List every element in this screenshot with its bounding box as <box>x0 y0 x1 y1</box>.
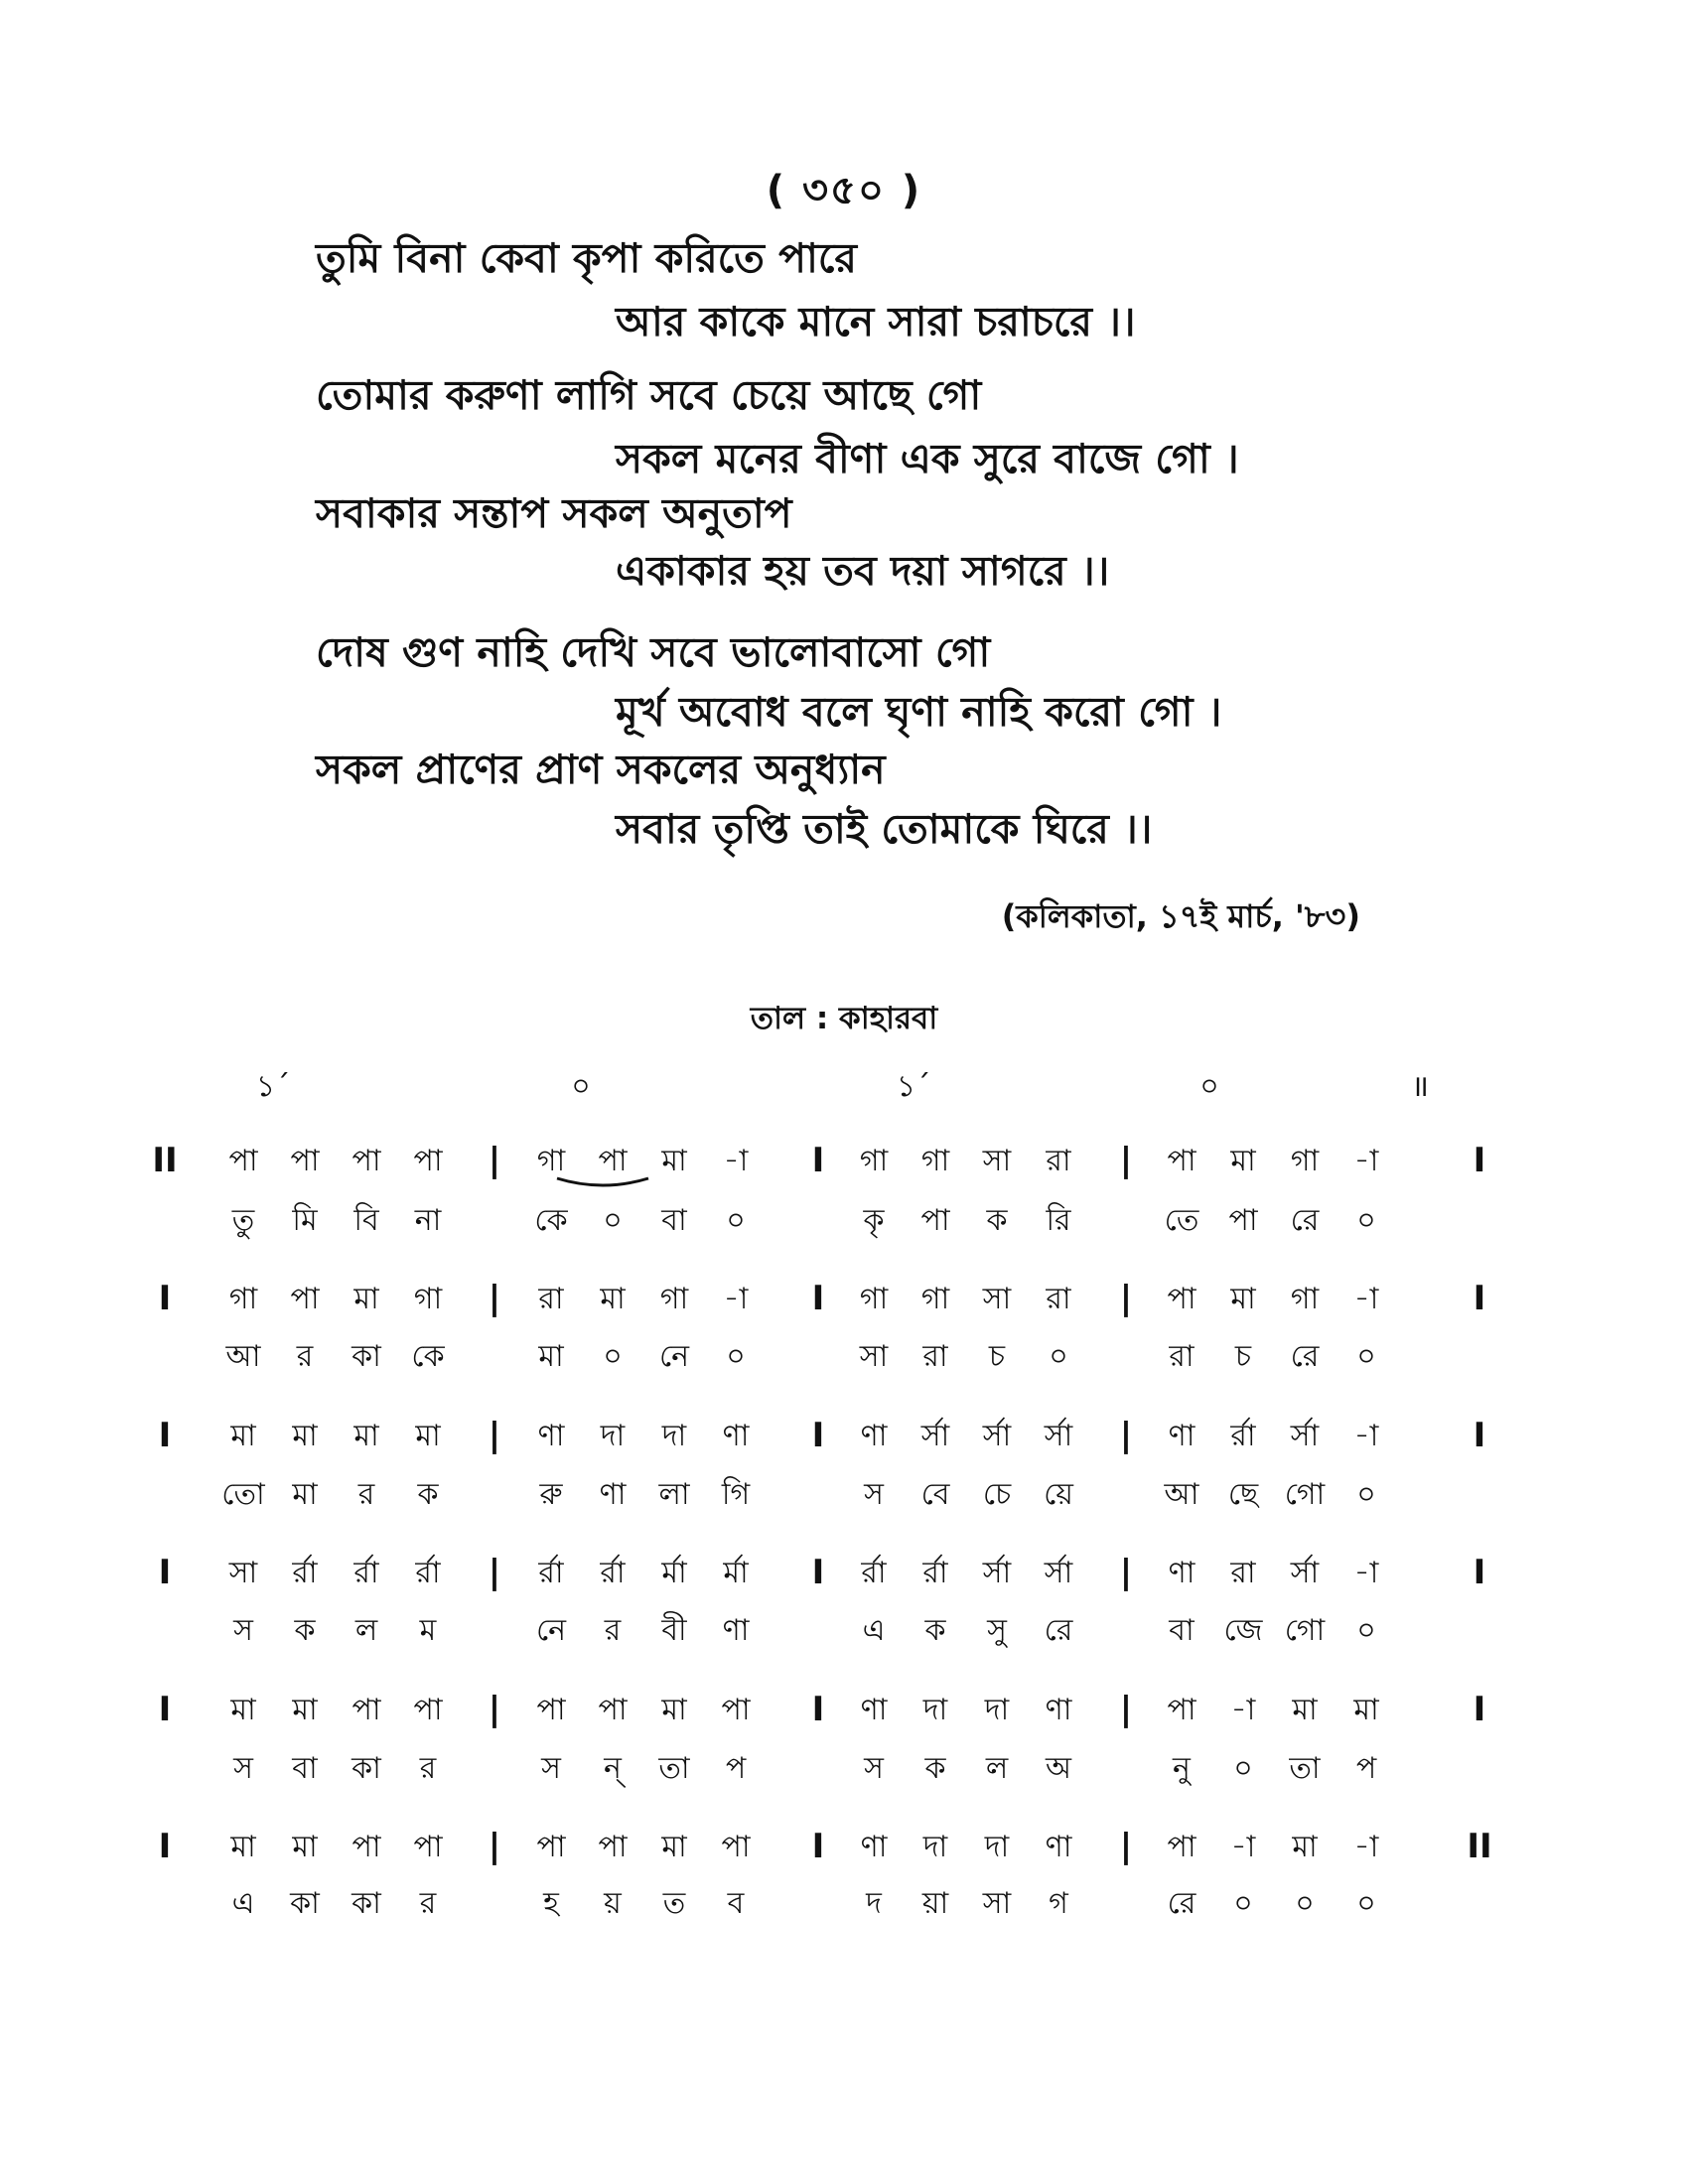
lyric-syllable: নু <box>1173 1751 1191 1786</box>
lyric-syllable: প <box>725 1751 747 1786</box>
swara-note: ণা <box>1045 1830 1072 1864</box>
bar-line: I <box>811 1690 825 1729</box>
swara-note: -া <box>1353 1419 1379 1453</box>
swara-note: গা <box>1290 1144 1320 1178</box>
bar-line: | <box>1119 1416 1133 1455</box>
lyric-syllable: য় <box>604 1886 622 1921</box>
swara-note: র্রা <box>353 1556 379 1590</box>
lyric-syllable: পা <box>920 1203 950 1238</box>
swara-note: মা <box>1230 1282 1256 1316</box>
lyric-syllable: প <box>1355 1751 1377 1786</box>
lyric-syllable: তে <box>1164 1203 1199 1238</box>
lyric-syllable: স <box>233 1751 253 1786</box>
poem-line: দোষ গুণ নাহি দেখি সবে ভালোবাসো গো <box>316 628 991 676</box>
swara-note: র্মা <box>723 1556 749 1590</box>
lyric-syllable: গো <box>1284 1477 1326 1512</box>
lyric-syllable: সা <box>982 1886 1012 1921</box>
swara-note: মা <box>353 1419 379 1453</box>
lyric-syllable: চ <box>1234 1339 1252 1374</box>
swara-note: ণা <box>1045 1693 1072 1727</box>
swara-note: পা <box>536 1830 566 1864</box>
swara-note: পা <box>228 1144 258 1178</box>
lyric-syllable: স <box>233 1613 253 1648</box>
lyric-syllable: কে <box>411 1339 445 1374</box>
row-end-bar: I <box>1473 1279 1486 1318</box>
lyric-syllable: মা <box>292 1477 318 1512</box>
lyric-syllable: আ <box>225 1339 261 1374</box>
lyric-syllable: ক <box>986 1203 1008 1238</box>
lyric-syllable: র <box>604 1613 622 1648</box>
lyric-syllable: রে <box>1290 1203 1320 1238</box>
swara-note: ণা <box>537 1419 565 1453</box>
swara-note: র্সা <box>1044 1556 1073 1590</box>
lyric-syllable: কৃ <box>863 1203 885 1238</box>
lyric-syllable: র <box>419 1886 437 1921</box>
row-start-bar: I <box>158 1279 172 1318</box>
swara-note: -া <box>1230 1693 1256 1727</box>
lyric-syllable: রে <box>1167 1886 1196 1921</box>
lyric-syllable: ক <box>924 1751 946 1786</box>
swara-note: মা <box>600 1282 626 1316</box>
lyric-syllable: এ <box>862 1613 886 1648</box>
swara-note: র্সা <box>1290 1419 1320 1453</box>
swara-note: মা <box>1353 1693 1379 1727</box>
swara-note: ণা <box>860 1830 888 1864</box>
bar-line: I <box>811 1279 825 1318</box>
swara-note: র্রা <box>415 1556 441 1590</box>
swara-note: র্সা <box>1290 1556 1320 1590</box>
swara-note: মা <box>415 1419 441 1453</box>
lyric-syllable: র <box>357 1477 375 1512</box>
lyric-syllable: ত <box>662 1886 686 1921</box>
lyric-syllable: হ <box>543 1886 559 1921</box>
lyric-syllable: ল <box>354 1613 378 1648</box>
poem-line: তুমি বিনা কেবা কৃপা করিতে পারে <box>316 234 857 282</box>
swara-note: মা <box>230 1830 256 1864</box>
lyric-syllable: ০ <box>1233 1886 1253 1921</box>
poem-line: সকল মনের বীণা এক সুরে বাজে গো । <box>616 435 1239 482</box>
lyric-syllable: বা <box>1169 1613 1195 1648</box>
bar-line: | <box>1119 1553 1133 1592</box>
tala-title: তাল : কাহারবা <box>750 1001 938 1036</box>
swara-note: পা <box>598 1830 628 1864</box>
place-date: (কলিকাতা, ১৭ই মার্চ, '৮৩) <box>1001 897 1360 935</box>
lyric-syllable: ০ <box>726 1339 746 1374</box>
lyric-syllable: গো <box>1284 1613 1326 1648</box>
lyric-syllable: বা <box>661 1203 687 1238</box>
bar-line: | <box>1119 1279 1133 1318</box>
slur-mark <box>553 1174 652 1192</box>
swara-note: দা <box>661 1419 687 1453</box>
swara-note: পা <box>413 1830 443 1864</box>
swara-note: মা <box>1292 1830 1318 1864</box>
lyric-syllable: ল <box>985 1751 1009 1786</box>
lyric-syllable: ০ <box>1356 1339 1376 1374</box>
lyric-syllable: লা <box>658 1477 690 1512</box>
lyric-syllable: সা <box>859 1339 889 1374</box>
lyric-syllable: তা <box>658 1751 690 1786</box>
lyric-syllable: চে <box>982 1477 1012 1512</box>
row-end-bar: I <box>1473 1553 1486 1592</box>
lyric-syllable: তা <box>1289 1751 1321 1786</box>
poem-line: একাকার হয় তব দয়া সাগরে ।। <box>616 547 1110 595</box>
lyric-syllable: বে <box>920 1477 950 1512</box>
swara-note: মা <box>661 1693 687 1727</box>
swara-note: মা <box>1292 1693 1318 1727</box>
poem-line: সবাকার সন্তাপ সকল অনুতাপ <box>316 489 792 537</box>
lyric-syllable: দ <box>866 1886 882 1921</box>
lyric-syllable: পা <box>1228 1203 1258 1238</box>
swara-note: সা <box>228 1556 258 1590</box>
lyric-syllable: ণা <box>722 1613 750 1648</box>
bar-line: | <box>488 1279 501 1318</box>
bar-line: | <box>488 1553 501 1592</box>
swara-note: র্সা <box>920 1419 950 1453</box>
lyric-syllable: বি <box>353 1203 379 1238</box>
lyric-syllable: গ <box>1049 1886 1068 1921</box>
swara-note: মা <box>292 1830 318 1864</box>
swara-note: পা <box>413 1693 443 1727</box>
swara-note: রা <box>1230 1556 1256 1590</box>
lyric-syllable: বী <box>661 1613 687 1648</box>
lyric-syllable: ক <box>924 1613 946 1648</box>
lyric-syllable: রে <box>1044 1613 1073 1648</box>
bar-line: | <box>488 1141 501 1180</box>
swara-note: -া <box>1353 1144 1379 1178</box>
swara-note: পা <box>1167 1144 1196 1178</box>
swara-note: র্রা <box>538 1556 564 1590</box>
swara-note: মা <box>661 1830 687 1864</box>
swara-note: মা <box>661 1144 687 1178</box>
swara-note: র্রা <box>1230 1419 1256 1453</box>
lyric-syllable: ০ <box>1356 1203 1376 1238</box>
swara-note: র্মা <box>661 1556 687 1590</box>
lyric-syllable: ০ <box>1356 1613 1376 1648</box>
lyric-syllable: য়া <box>921 1886 949 1921</box>
swara-note: -া <box>1353 1282 1379 1316</box>
swara-note: মা <box>292 1693 318 1727</box>
lyric-syllable: রা <box>922 1339 948 1374</box>
bar-line: | <box>1119 1141 1133 1180</box>
lyric-syllable: কে <box>534 1203 568 1238</box>
lyric-syllable: ম <box>419 1613 437 1648</box>
swara-note: পা <box>352 1693 381 1727</box>
bar-line: | <box>1119 1690 1133 1729</box>
bar-line: I <box>811 1827 825 1866</box>
lyric-syllable: কা <box>290 1886 320 1921</box>
swara-note: ণা <box>860 1419 888 1453</box>
lyric-syllable: ০ <box>1356 1886 1376 1921</box>
swara-note: -া <box>723 1144 749 1178</box>
swara-note: পা <box>598 1693 628 1727</box>
swara-note: র্সা <box>982 1556 1012 1590</box>
lyric-syllable: এ <box>231 1886 255 1921</box>
swara-note: পা <box>352 1830 381 1864</box>
swara-note: -া <box>1353 1556 1379 1590</box>
lyric-syllable: ০ <box>1233 1751 1253 1786</box>
swara-note: গা <box>228 1282 258 1316</box>
lyric-syllable: য়ে <box>1044 1477 1073 1512</box>
lyric-syllable: কা <box>352 1339 381 1374</box>
lyric-syllable: রা <box>1169 1339 1195 1374</box>
lyric-syllable: স <box>541 1751 561 1786</box>
lyric-syllable: গি <box>721 1477 751 1512</box>
lyric-syllable: র <box>419 1751 437 1786</box>
swara-note: র্রা <box>861 1556 887 1590</box>
swara-note: সা <box>982 1282 1012 1316</box>
lyric-syllable: ০ <box>1295 1886 1315 1921</box>
swara-note: গা <box>659 1282 689 1316</box>
lyric-syllable: মি <box>292 1203 318 1238</box>
bar-line: | <box>488 1416 501 1455</box>
lyric-syllable: ক <box>417 1477 439 1512</box>
swara-note: রা <box>1046 1282 1071 1316</box>
lyric-syllable: ০ <box>603 1203 623 1238</box>
swara-note: সা <box>982 1144 1012 1178</box>
swara-note: মা <box>1230 1144 1256 1178</box>
beat-marker: ১´ <box>896 1069 931 1104</box>
lyric-syllable: রু <box>539 1477 563 1512</box>
bar-line: I <box>811 1553 825 1592</box>
lyric-syllable: সু <box>987 1613 1007 1648</box>
bar-line: I <box>811 1416 825 1455</box>
row-start-bar: I <box>158 1690 172 1729</box>
swara-note: পা <box>598 1144 628 1178</box>
lyric-syllable: ০ <box>1049 1339 1068 1374</box>
beat-marker: ॥ <box>1411 1069 1429 1104</box>
beat-marker: ০ <box>1199 1069 1219 1104</box>
swara-note: র্সা <box>982 1419 1012 1453</box>
lyric-syllable: ০ <box>726 1203 746 1238</box>
lyric-syllable: ন্ <box>604 1751 622 1786</box>
lyric-syllable: ক <box>294 1613 316 1648</box>
swara-note: -া <box>1230 1830 1256 1864</box>
swara-note: রা <box>1046 1144 1071 1178</box>
lyric-syllable: ণা <box>599 1477 627 1512</box>
swara-note: দা <box>984 1693 1010 1727</box>
row-start-bar: I <box>158 1416 172 1455</box>
beat-marker: ০ <box>571 1069 591 1104</box>
swara-note: মা <box>353 1282 379 1316</box>
row-start-bar: II <box>152 1141 178 1180</box>
lyric-syllable: ছে <box>1227 1477 1259 1512</box>
swara-note: পা <box>1167 1282 1196 1316</box>
lyric-syllable: বা <box>292 1751 318 1786</box>
swara-note: পা <box>352 1144 381 1178</box>
swara-note: পা <box>290 1144 320 1178</box>
swara-note: মা <box>230 1693 256 1727</box>
swara-note: দা <box>600 1419 626 1453</box>
swara-note: পা <box>536 1693 566 1727</box>
lyric-syllable: তো <box>221 1477 265 1512</box>
swara-note: মা <box>230 1419 256 1453</box>
lyric-syllable: কা <box>352 1886 381 1921</box>
lyric-syllable: স <box>864 1477 884 1512</box>
swara-note: গা <box>920 1282 950 1316</box>
swara-note: র্রা <box>922 1556 948 1590</box>
row-end-bar: I <box>1473 1141 1486 1180</box>
swara-note: মা <box>292 1419 318 1453</box>
bar-line: | <box>488 1827 501 1866</box>
lyric-syllable: নে <box>535 1613 567 1648</box>
swara-note: -া <box>723 1282 749 1316</box>
lyric-syllable: ০ <box>1356 1477 1376 1512</box>
swara-note: গা <box>1290 1282 1320 1316</box>
lyric-syllable: স <box>864 1751 884 1786</box>
lyric-syllable: অ <box>1046 1751 1071 1786</box>
beat-marker: ১´ <box>255 1069 291 1104</box>
swara-note: পা <box>721 1693 751 1727</box>
swara-note: গা <box>413 1282 443 1316</box>
swara-note: পা <box>1167 1693 1196 1727</box>
swara-note: পা <box>413 1144 443 1178</box>
poem-line: আর কাকে মানে সারা চরাচরে ।। <box>616 298 1136 345</box>
swara-note: র্সা <box>1044 1419 1073 1453</box>
lyric-syllable: নে <box>658 1339 690 1374</box>
row-start-bar: I <box>158 1827 172 1866</box>
swara-note: পা <box>721 1830 751 1864</box>
lyric-syllable: র <box>296 1339 314 1374</box>
poem-line: সকল প্রাণের প্রাণ সকলের অনুধ্যান <box>316 746 886 793</box>
poem-line: মূর্খ অবোধ বলে ঘৃণা নাহি করো গো । <box>616 688 1222 736</box>
bar-line: | <box>488 1690 501 1729</box>
lyric-syllable: তু <box>231 1203 255 1238</box>
swara-note: পা <box>1167 1830 1196 1864</box>
swara-note: র্রা <box>600 1556 626 1590</box>
lyric-syllable: রি <box>1046 1203 1071 1238</box>
swara-note: র্রা <box>292 1556 318 1590</box>
bar-line: I <box>811 1141 825 1180</box>
swara-note: গা <box>859 1282 889 1316</box>
lyric-syllable: মা <box>538 1339 564 1374</box>
row-end-bar: I <box>1473 1416 1486 1455</box>
poem-line: সবার তৃপ্তি তাই তোমাকে ঘিরে ।। <box>616 805 1153 853</box>
swara-note: ণা <box>1168 1556 1196 1590</box>
swara-note: গা <box>859 1144 889 1178</box>
swara-note: দা <box>922 1693 948 1727</box>
swara-note: রা <box>538 1282 564 1316</box>
lyric-syllable: রে <box>1290 1339 1320 1374</box>
lyric-syllable: ব <box>727 1886 745 1921</box>
lyric-syllable: ০ <box>603 1339 623 1374</box>
lyric-syllable: জে <box>1223 1613 1263 1648</box>
swara-note: ণা <box>722 1419 750 1453</box>
swara-note: ণা <box>1168 1419 1196 1453</box>
row-end-bar: I <box>1473 1690 1486 1729</box>
swara-note: গা <box>920 1144 950 1178</box>
row-end-bar: II <box>1467 1827 1492 1866</box>
bar-line: | <box>1119 1827 1133 1866</box>
swara-note: ণা <box>860 1693 888 1727</box>
lyric-syllable: না <box>414 1203 442 1238</box>
swara-note: পা <box>290 1282 320 1316</box>
swara-note: -া <box>1353 1830 1379 1864</box>
poem-line: তোমার করুণা লাগি সবে চেয়ে আছে গো <box>316 371 982 419</box>
lyric-syllable: কা <box>352 1751 381 1786</box>
row-start-bar: I <box>158 1553 172 1592</box>
lyric-syllable: আ <box>1164 1477 1199 1512</box>
page-number: ( ৩৫০ ) <box>766 168 922 213</box>
lyric-syllable: চ <box>988 1339 1006 1374</box>
swara-note: গা <box>536 1144 566 1178</box>
swara-note: দা <box>984 1830 1010 1864</box>
swara-note: দা <box>922 1830 948 1864</box>
